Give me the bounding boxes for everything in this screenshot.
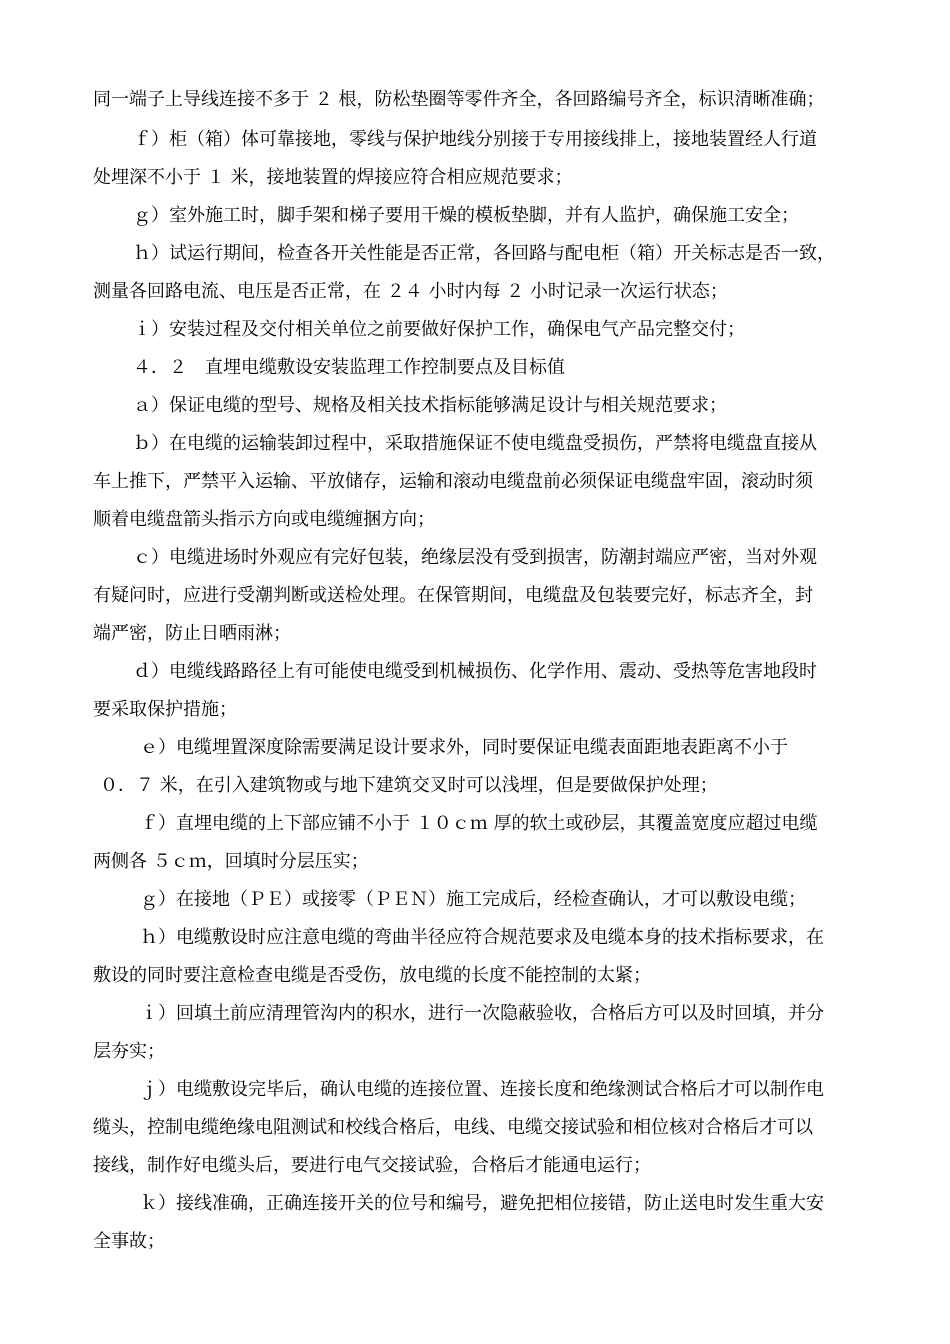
text-line: 全事故； — [93, 1231, 165, 1252]
text-line: ｇ）室外施工时，脚手架和梯子要用干燥的模板垫脚，并有人监护，确保施工安全； — [133, 205, 799, 226]
text-line: ｂ）在电缆的运输装卸过程中，采取措施保证不使电缆盘受损伤，严禁将电缆盘直接从 — [133, 433, 817, 454]
text-line: ０．７ 米，在引入建筑物或与地下建筑交叉时可以浅埋，但是要做保护处理； — [100, 775, 718, 796]
text-line: ｇ）在接地（ＰＥ）或接零（ＰＥＮ）施工完成后，经检查确认，才可以敷设电缆； — [140, 889, 806, 910]
text-line: 要采取保护措施； — [93, 699, 237, 720]
section-heading: ４．２ 直埋电缆敷设安装监理工作控制要点及目标值 — [133, 357, 565, 378]
text-line: 处埋深不小于 １ 米，接地装置的焊接应符合相应规范要求； — [93, 167, 573, 188]
text-line: ｆ）直埋电缆的上下部应铺不小于 １０ｃｍ 厚的软土或砂层，其覆盖宽度应超过电缆 — [140, 813, 818, 834]
text-line: 同一端子上导线连接不多于 ２ 根，防松垫圈等零件齐全，各回路编号齐全，标识清晰准确； — [93, 89, 825, 110]
text-line: ｊ）电缆敷设完毕后，确认电缆的连接位置、连接长度和绝缘测试合格后才可以制作电 — [140, 1079, 824, 1100]
text-line: ｆ）柜（箱）体可靠接地，零线与保护地线分别接于专用接线排上，接地装置经人行道 — [133, 129, 817, 150]
text-line: 缆头，控制电缆绝缘电阻测试和校线合格后，电线、电缆交接试验和相位核对合格后才可以 — [93, 1117, 813, 1138]
text-line: 测量各回路电流、电压是否正常，在 ２４ 小时内每 ２ 小时记录一次运行状态； — [93, 281, 728, 302]
text-line: 顺着电缆盘箭头指示方向或电缆缠捆方向； — [93, 509, 435, 530]
text-line: 有疑问时，应进行受潮判断或送检处理。在保管期间，电缆盘及包装要完好，标志齐全，封 — [93, 585, 813, 606]
text-line: ｉ）安装过程及交付相关单位之前要做好保护工作，确保电气产品完整交付； — [133, 319, 745, 340]
text-line: ｄ）电缆线路路径上有可能使电缆受到机械损伤、化学作用、震动、受热等危害地段时 — [133, 661, 817, 682]
text-line: ｅ）电缆埋置深度除需要满足设计要求外，同时要保证电缆表面距地表距离不小于 — [140, 737, 788, 758]
text-line: 端严密，防止日晒雨淋； — [93, 623, 291, 644]
text-line: ｋ）接线准确，正确连接开关的位号和编号，避免把相位接错，防止送电时发生重大安 — [140, 1193, 824, 1214]
text-line: ｉ）回填土前应清理管沟内的积水，进行一次隐蔽验收，合格后方可以及时回填，并分 — [140, 1003, 824, 1024]
text-line: 车上推下，严禁平入运输、平放储存，运输和滚动电缆盘前必须保证电缆盘牢固，滚动时须 — [93, 471, 813, 492]
text-line: ｈ）试运行期间，检查各开关性能是否正常，各回路与配电柜（箱）开关标志是否一致， — [133, 243, 835, 264]
text-line: 层夯实； — [93, 1041, 165, 1062]
text-line: ｈ）电缆敷设时应注意电缆的弯曲半径应符合规范要求及电缆本身的技术指标要求，在 — [140, 927, 824, 948]
text-line: ａ）保证电缆的型号、规格及相关技术指标能够满足设计与相关规范要求； — [133, 395, 727, 416]
text-line: 两侧各 ５ｃｍ，回填时分层压实； — [93, 851, 369, 872]
text-line: 敷设的同时要注意检查电缆是否受伤，放电缆的长度不能控制的太紧； — [93, 965, 651, 986]
text-line: ｃ）电缆进场时外观应有完好包装，绝缘层没有受到损害，防潮封端应严密，当对外观 — [133, 547, 817, 568]
text-line: 接线，制作好电缆头后，要进行电气交接试验，合格后才能通电运行； — [93, 1155, 651, 1176]
